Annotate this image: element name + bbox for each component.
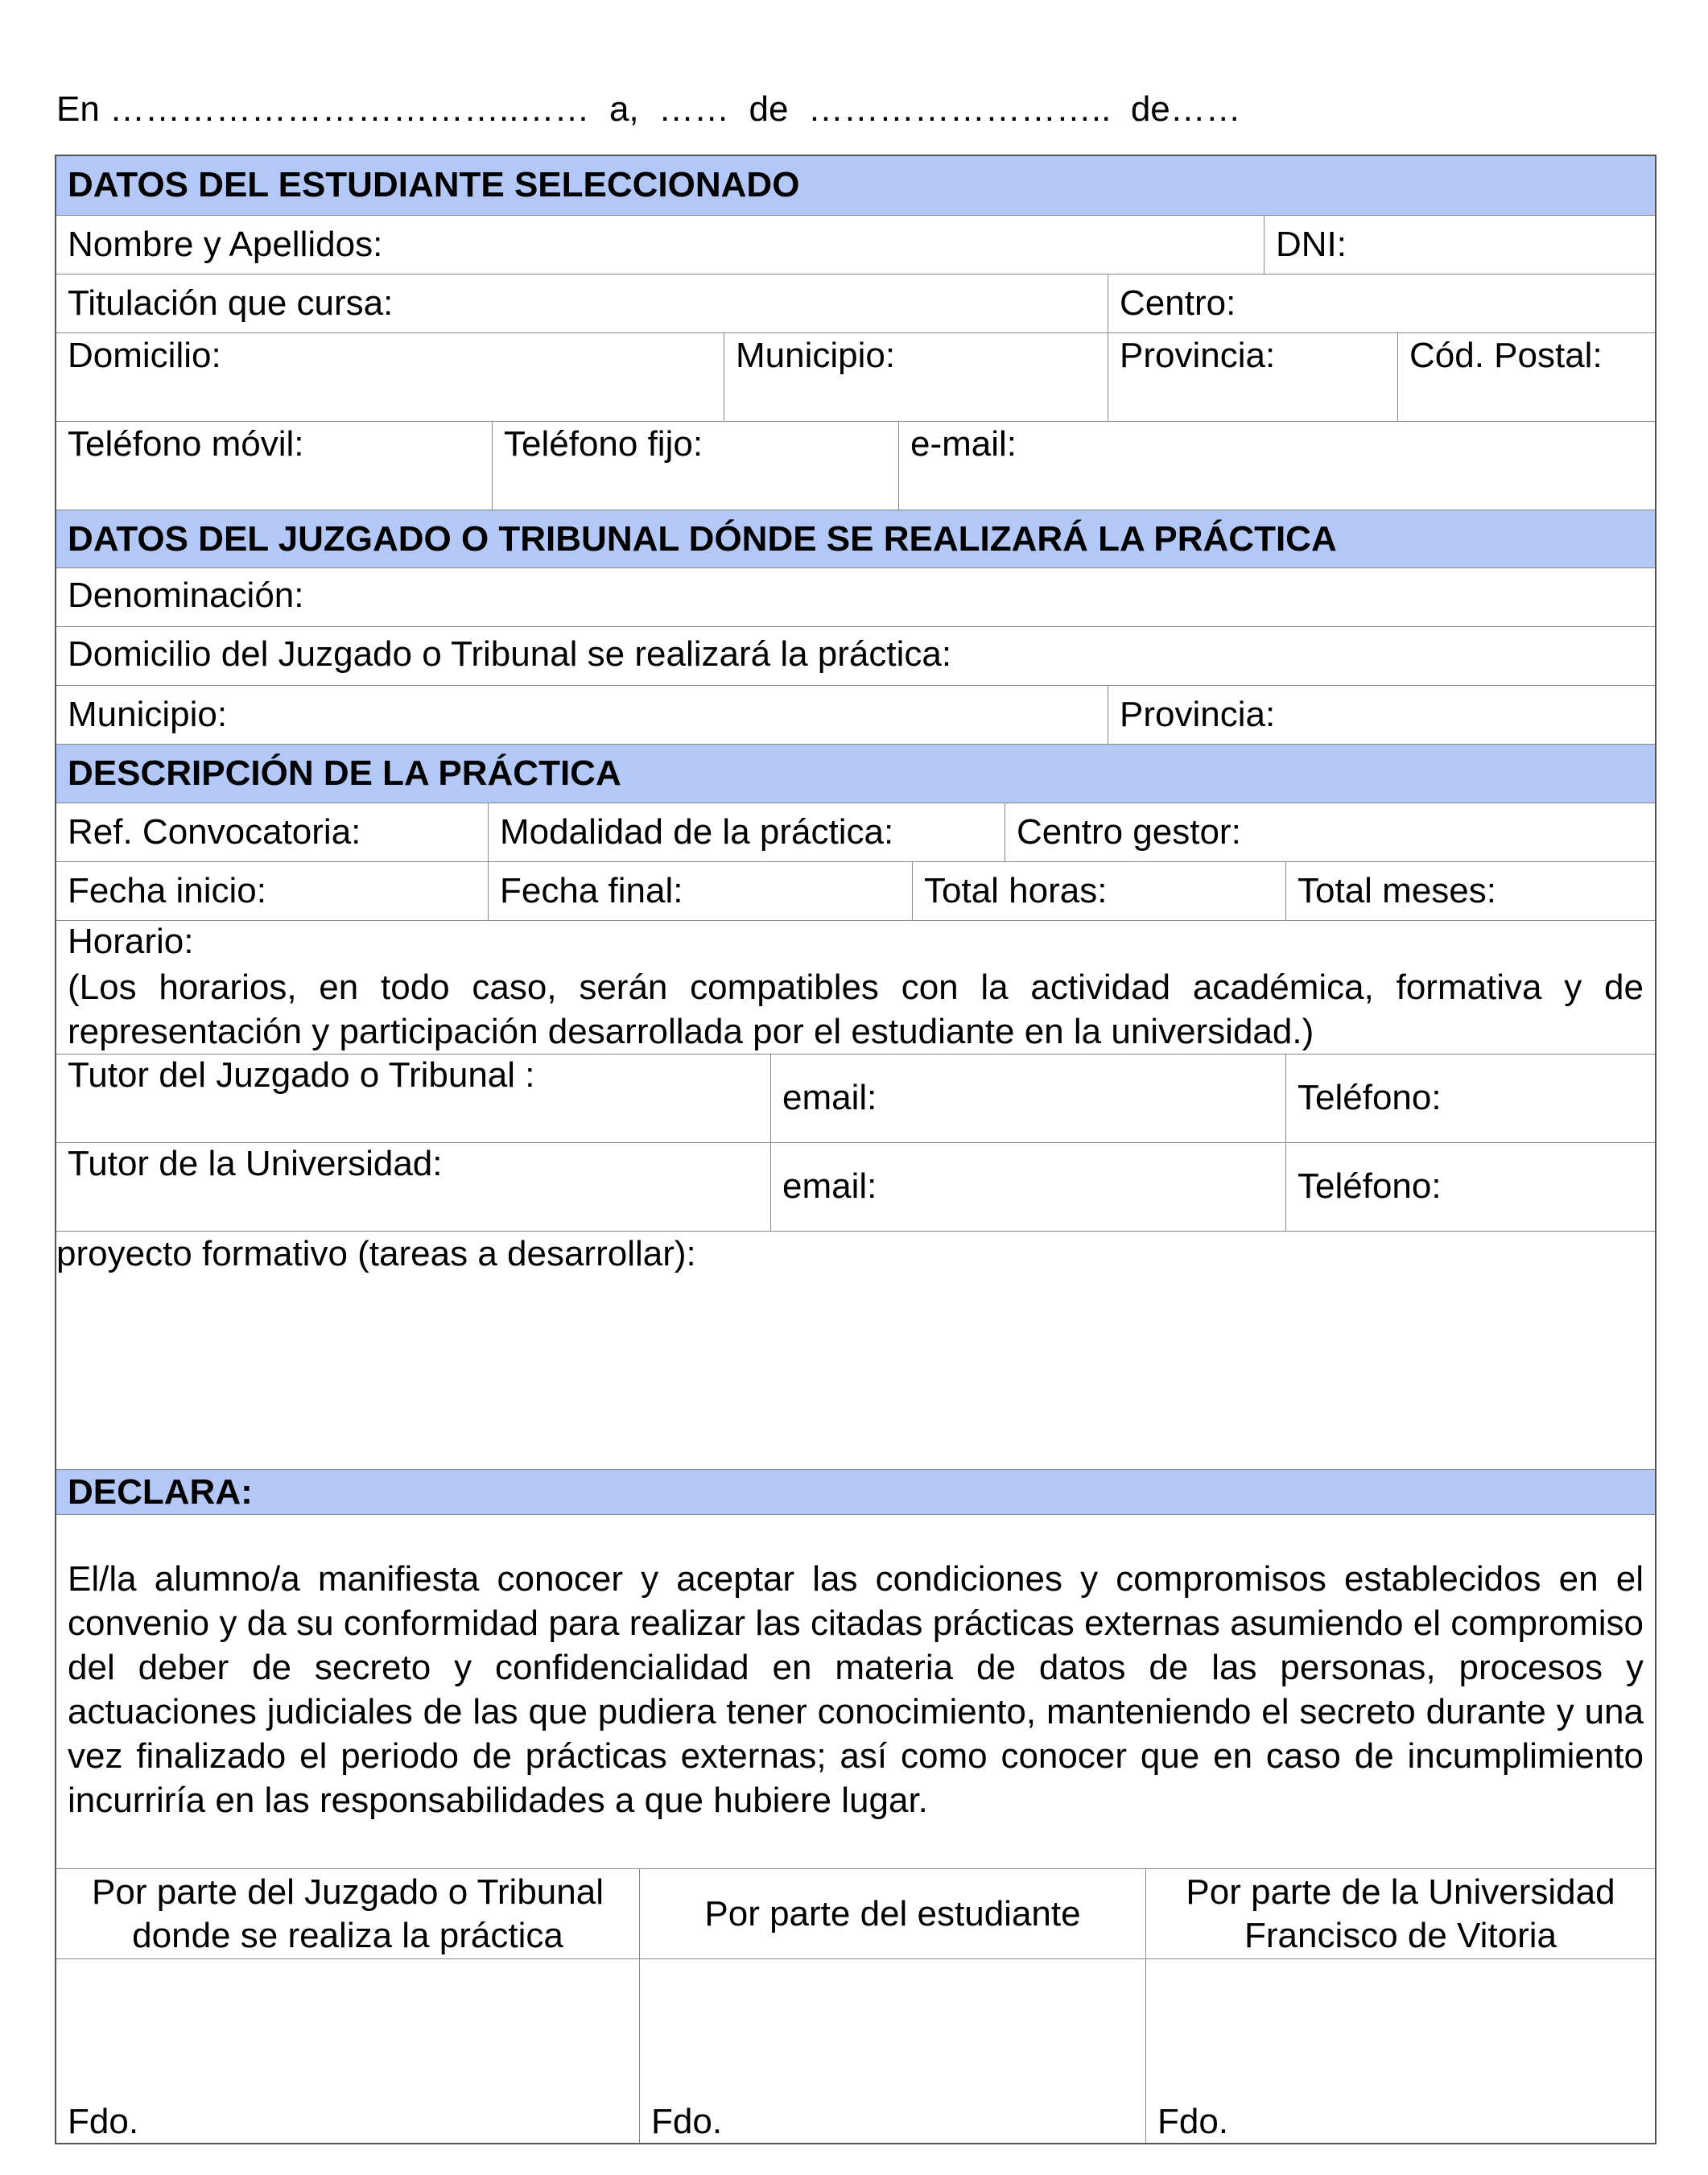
- sig-univ-line2: Francisco de Vitoria: [1244, 1915, 1557, 1955]
- fdo-label: Fdo.: [68, 2102, 139, 2141]
- row-court-municipio: [56, 686, 1655, 745]
- sig-header-university: [1145, 1869, 1655, 1958]
- tutor-univ-email-cell[interactable]: [770, 1143, 1285, 1231]
- row-fechas: [56, 862, 1655, 921]
- tutor-juzgado-label: Tutor del Juzgado o Tribunal :: [68, 1055, 535, 1095]
- dni-label: DNI:: [1276, 225, 1347, 264]
- modalidad-label: Modalidad de la práctica:: [500, 812, 894, 852]
- proyecto-label: proyecto formativo (tareas a desarrollar):: [56, 1234, 696, 1273]
- email-label: e-mail:: [910, 424, 1017, 464]
- sig-court-line2: donde se realiza la práctica: [132, 1915, 563, 1955]
- titulacion-cell[interactable]: [56, 274, 1108, 332]
- ref-cell[interactable]: [56, 803, 488, 861]
- row-denominacion[interactable]: [56, 568, 1655, 627]
- row-ref: [56, 803, 1655, 862]
- cod-postal-label: Cód. Postal:: [1409, 336, 1603, 375]
- total-meses-label: Total meses:: [1298, 871, 1496, 910]
- horario-label: Horario:: [68, 922, 194, 961]
- section-header-court: [56, 510, 1655, 568]
- court-municipio-cell[interactable]: [56, 686, 1108, 744]
- sig-univ-line1: Por parte de la Universidad: [1186, 1872, 1615, 1912]
- email-label: email:: [782, 1166, 877, 1206]
- provincia-label: Provincia:: [1120, 336, 1276, 375]
- section-header-description: [56, 745, 1655, 803]
- sig-box-court[interactable]: [56, 1959, 639, 2143]
- telefono-label: Teléfono:: [1298, 1078, 1442, 1117]
- fdo-label: Fdo.: [651, 2102, 723, 2141]
- court-municipio-label: Municipio:: [68, 695, 228, 734]
- fecha-final-cell[interactable]: [488, 862, 912, 920]
- row-titulacion: [56, 274, 1655, 333]
- movil-cell[interactable]: [56, 422, 492, 510]
- tutor-univ-cell[interactable]: [56, 1143, 770, 1231]
- movil-label: Teléfono móvil:: [68, 424, 304, 464]
- name-cell[interactable]: [56, 216, 1264, 274]
- email-label: email:: [782, 1078, 877, 1117]
- row-name: [56, 216, 1655, 274]
- section-header-student: [56, 156, 1655, 216]
- practice-form: [55, 155, 1656, 2144]
- row-horario[interactable]: [56, 921, 1655, 1054]
- domicilio-cell[interactable]: [56, 333, 724, 421]
- fdo-label: Fdo.: [1157, 2102, 1229, 2141]
- sig-court-line1: Por parte del Juzgado o Tribunal: [92, 1872, 604, 1912]
- total-meses-cell[interactable]: [1285, 862, 1655, 920]
- domicilio-label: Domicilio:: [68, 336, 221, 375]
- row-proyecto[interactable]: [56, 1232, 1655, 1470]
- row-court-domicilio[interactable]: [56, 627, 1655, 686]
- ref-label: Ref. Convocatoria:: [68, 812, 361, 852]
- fijo-label: Teléfono fijo:: [504, 424, 703, 464]
- dni-cell[interactable]: [1264, 216, 1655, 274]
- cod-postal-cell[interactable]: [1397, 333, 1655, 421]
- tutor-juzgado-email-cell[interactable]: [770, 1054, 1285, 1142]
- horario-note: (Los horarios, en todo caso, serán compatibles con la actividad académica, formativa y de representación y participación desarrollada por el estudiante en la universidad.): [68, 968, 1644, 1051]
- denominacion-label: Denominación:: [68, 576, 304, 615]
- tutor-juzgado-cell[interactable]: [56, 1054, 770, 1142]
- row-signature-boxes: [56, 1959, 1655, 2143]
- centro-label: Centro:: [1120, 283, 1236, 323]
- row-signature-headers: [56, 1869, 1655, 1959]
- sig-header-student: [639, 1869, 1145, 1958]
- municipio-cell[interactable]: [724, 333, 1108, 421]
- section-title: DECLARA:: [68, 1472, 253, 1512]
- tutor-univ-phone-cell[interactable]: [1285, 1143, 1655, 1231]
- row-tutor-univ: [56, 1143, 1655, 1232]
- telefono-label: Teléfono:: [1298, 1166, 1442, 1206]
- tutor-juzgado-phone-cell[interactable]: [1285, 1054, 1655, 1142]
- row-tutor-juzgado: [56, 1054, 1655, 1143]
- row-telefono: [56, 422, 1655, 510]
- name-label: Nombre y Apellidos:: [68, 225, 383, 264]
- court-provincia-label: Provincia:: [1120, 695, 1276, 734]
- sig-box-student[interactable]: [639, 1959, 1145, 2143]
- court-provincia-cell[interactable]: [1108, 686, 1655, 744]
- section-title: DATOS DEL ESTUDIANTE SELECCIONADO: [68, 165, 800, 204]
- email-cell[interactable]: [898, 422, 1655, 510]
- total-horas-label: Total horas:: [924, 871, 1108, 910]
- date-line: En ……………………………..…… a, …… de …………………….. de……: [56, 89, 1241, 129]
- section-header-declara: [56, 1470, 1655, 1515]
- section-title: DATOS DEL JUZGADO O TRIBUNAL DÓNDE SE REALIZARÁ LA PRÁCTICA: [68, 519, 1337, 559]
- fecha-inicio-cell[interactable]: [56, 862, 488, 920]
- declaration-text: El/la alumno/a manifiesta conocer y aceptar las condiciones y compromisos establecidos en el convenio y da su conformidad para realizar las citadas prácticas externas asumiendo el compromiso del deber de secreto y confidencialidad en materia de datos de las personas, procesos y actuaciones judiciales de las que pudiera tener conocimiento, manteniendo el secreto durante y una vez finalizado el periodo de prácticas externas; así como conocer que en caso de incumplimiento incurriría en las responsabilidades a que hubiere lugar.: [68, 1559, 1644, 1820]
- sig-header-court: [56, 1869, 639, 1958]
- sig-student-line: Por parte del estudiante: [704, 1893, 1081, 1934]
- fijo-cell[interactable]: [492, 422, 898, 510]
- centro-cell[interactable]: [1108, 274, 1655, 332]
- provincia-cell[interactable]: [1108, 333, 1397, 421]
- section-title: DESCRIPCIÓN DE LA PRÁCTICA: [68, 753, 621, 793]
- court-domicilio-label: Domicilio del Juzgado o Tribunal se realizará la práctica:: [68, 634, 952, 674]
- row-domicilio: [56, 333, 1655, 422]
- centro-gestor-label: Centro gestor:: [1017, 812, 1241, 852]
- municipio-label: Municipio:: [736, 336, 896, 375]
- tutor-univ-label: Tutor de la Universidad:: [68, 1144, 443, 1183]
- fecha-inicio-label: Fecha inicio:: [68, 871, 267, 910]
- row-declaration: [56, 1515, 1655, 1869]
- total-horas-cell[interactable]: [912, 862, 1285, 920]
- modalidad-cell[interactable]: [488, 803, 1005, 861]
- sig-box-university[interactable]: [1145, 1959, 1655, 2143]
- fecha-final-label: Fecha final:: [500, 871, 683, 910]
- centro-gestor-cell[interactable]: [1005, 803, 1655, 861]
- titulacion-label: Titulación que cursa:: [68, 283, 394, 323]
